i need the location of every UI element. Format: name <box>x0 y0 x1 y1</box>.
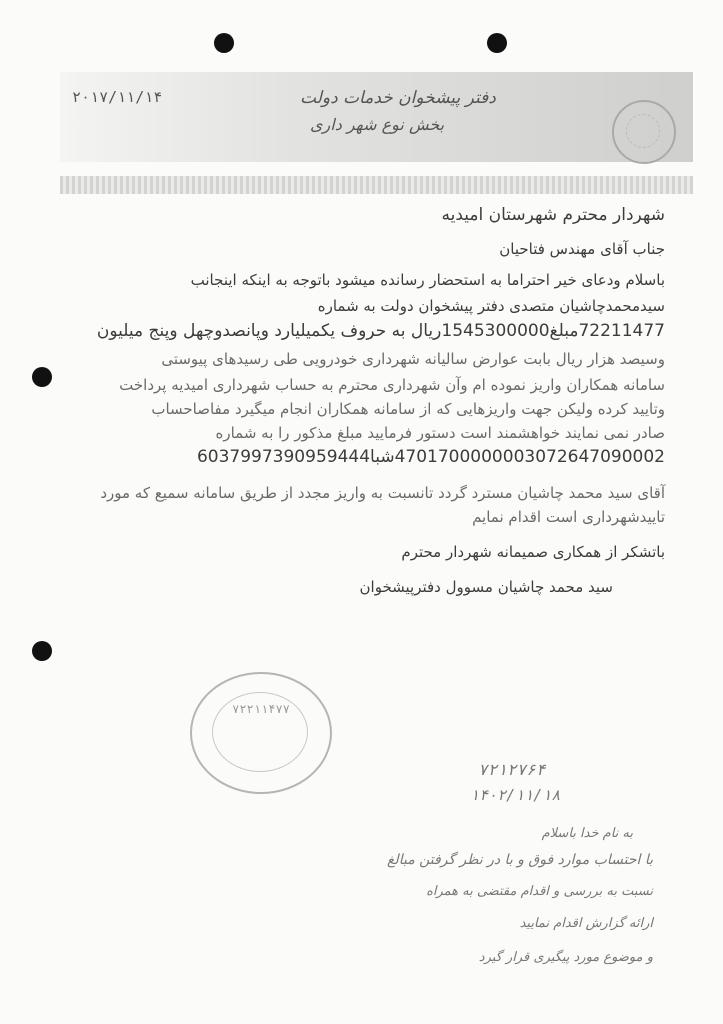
body-line: صادر نمی نمایند خواهشمند است دستور فرمایید مبلغ مذکور را به شماره <box>215 424 665 442</box>
header-subtitle: بخش نوع شهر داری <box>310 115 445 134</box>
handwritten-number: ۷۲۱۲۷۶۴ <box>478 760 546 779</box>
handwritten-note-line: و موضوع مورد پیگیری قرار گیرد <box>478 950 653 965</box>
punch-hole <box>487 33 507 53</box>
punch-hole <box>214 33 234 53</box>
handwritten-note-line: به نام خدا باسلام <box>541 826 633 841</box>
punch-hole <box>32 367 52 387</box>
closing-line: باتشکر از همکاری صمیمانه شهردار محترم <box>401 543 665 561</box>
header-date: ۲۰۱۷/۱۱/۱۴ <box>72 88 163 106</box>
body-line: سیدمحمدچاشیان متصدی دفتر پیشخوان دولت به شماره <box>317 297 665 315</box>
body-line: تاییدشهرداری است اقدام نمایم <box>472 508 665 526</box>
body-line: وسیصد هزار ریال بابت عوارض سالیانه شهرداری خودرویی طی رسیدهای پیوستی <box>161 350 665 368</box>
handwritten-date: ۱۴۰۲/۱۱/۱۸ <box>470 786 561 804</box>
emblem-icon <box>612 100 676 164</box>
handwritten-note-line: ارائه گزارش اقدام نمایید <box>519 916 653 931</box>
handwritten-note-line: نسبت به بررسی و اقدام مقتضی به همراه <box>426 884 653 899</box>
recipient: شهردار محترم شهرستان امیدیه <box>441 205 665 225</box>
attention-line: جناب آقای مهندس فتاحیان <box>499 240 665 258</box>
body-line: 72211477مبلغ1545300000ریال به حروف یکمیلیارد وپانصدوچهل وپنج میلیون <box>96 321 665 341</box>
body-line: سامانه همکاران واریز نموده ام وآن شهرداری محترم به حساب شهرداری امیدیه پرداخت <box>119 376 665 394</box>
handwritten-note-line: با احتساب موارد فوق و با در نظر گرفتن مبالغ <box>386 852 653 868</box>
header-title: دفتر پیشخوان خدمات دولت <box>300 88 496 108</box>
letterhead-strip <box>60 176 693 194</box>
official-stamp <box>190 672 332 794</box>
account-numbers: 4701700000003072647090002شبا6037997390959444 <box>196 447 665 467</box>
punch-hole <box>32 641 52 661</box>
body-line: باسلام ودعای خیر احتراما به استحضار رسانده میشود باتوجه به اینکه اینجانب <box>190 271 665 289</box>
signature-line: سید محمد چاشیان مسوول دفترپیشخوان <box>359 578 613 596</box>
body-line: وتایید کرده ولیکن جهت واریزهایی که از سامانه همکاران انجام میگیرد مفاصاحساب <box>151 400 665 418</box>
body-line: آقای سید محمد چاشیان مسترد گردد تانسبت به واریز مجدد از طریق سامانه سمیع که مورد <box>100 484 665 502</box>
stamp-number: ۷۲۲۱۱۴۷۷ <box>232 702 290 716</box>
